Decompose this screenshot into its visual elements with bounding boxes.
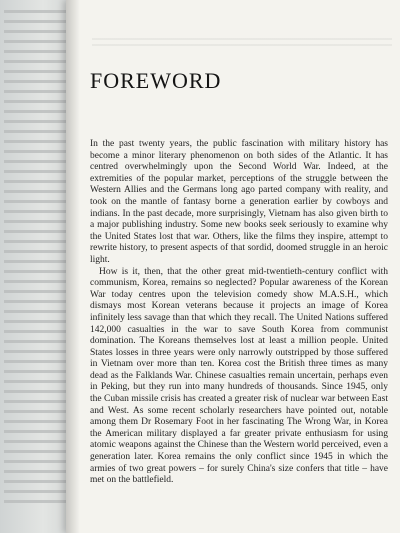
book-page (66, 0, 400, 533)
body-text (90, 139, 388, 487)
show-through-text (92, 36, 392, 50)
page-heading: FOREWORD (90, 68, 222, 93)
spine-shadow (66, 0, 80, 533)
paragraph-2: How is it, then, that the other great mid-twentieth-century conflict with communism, Korea, remains so neglected? Popular awareness of the Korean War today centres upon the television comedy show M.A.S.H., which dismays most Korean veterans because it projects an image of Korea infinitely less savage than that which they recall. The United Nations suffered 142,000 casualties in the war to save South Korea from communist domination. The Koreans themselves lost at least a million people. United States losses in three years were only narrowly outstripped by those suffered in Vietnam over more than ten. Korea cost the British three times as many dead as the Falklands War. Chinese casualties remain uncertain, perhaps even in Peking, but they run into many hundreds of thousands. Since 1945, only the Cuban missile crisis has created a greater risk of nuclear war between East and West. As some recent scholarly researchers have pointed out, notable among them Dr Rosemary Foot in her fascinating The Wrong War, in Korea the American military displayed a far greater private enthusiasm for using atomic weapons against the Chinese than the Western world perceived, even a generation later. Korea remains the only conflict since 1945 in which the armies of two great powers – for surely China's size confers that title – have met on the battlefield. (90, 266, 388, 486)
paragraph-1: In the past twenty years, the public fascination with military history has become a minor literary phenomenon on both sides of the Atlantic. It has centred overwhelmingly upon the Second World War. Indeed, at the extremities of the popular market, perceptions of the struggle between the Western Allies and the Germans long ago parted company with reality, and took on the mantle of fantasy borne a generation earlier by cowboys and indians. In the past decade, more surprisingly, Vietnam has also given birth to a major publishing industry. Some new books seek seriously to examine why the United States lost that war. Others, like the films they inspire, attempt to rewrite history, to present aspects of that sordid, doomed struggle in an heroic light. (90, 139, 388, 265)
previous-page-text-lines (4, 10, 68, 510)
previous-page-edge (0, 0, 72, 533)
